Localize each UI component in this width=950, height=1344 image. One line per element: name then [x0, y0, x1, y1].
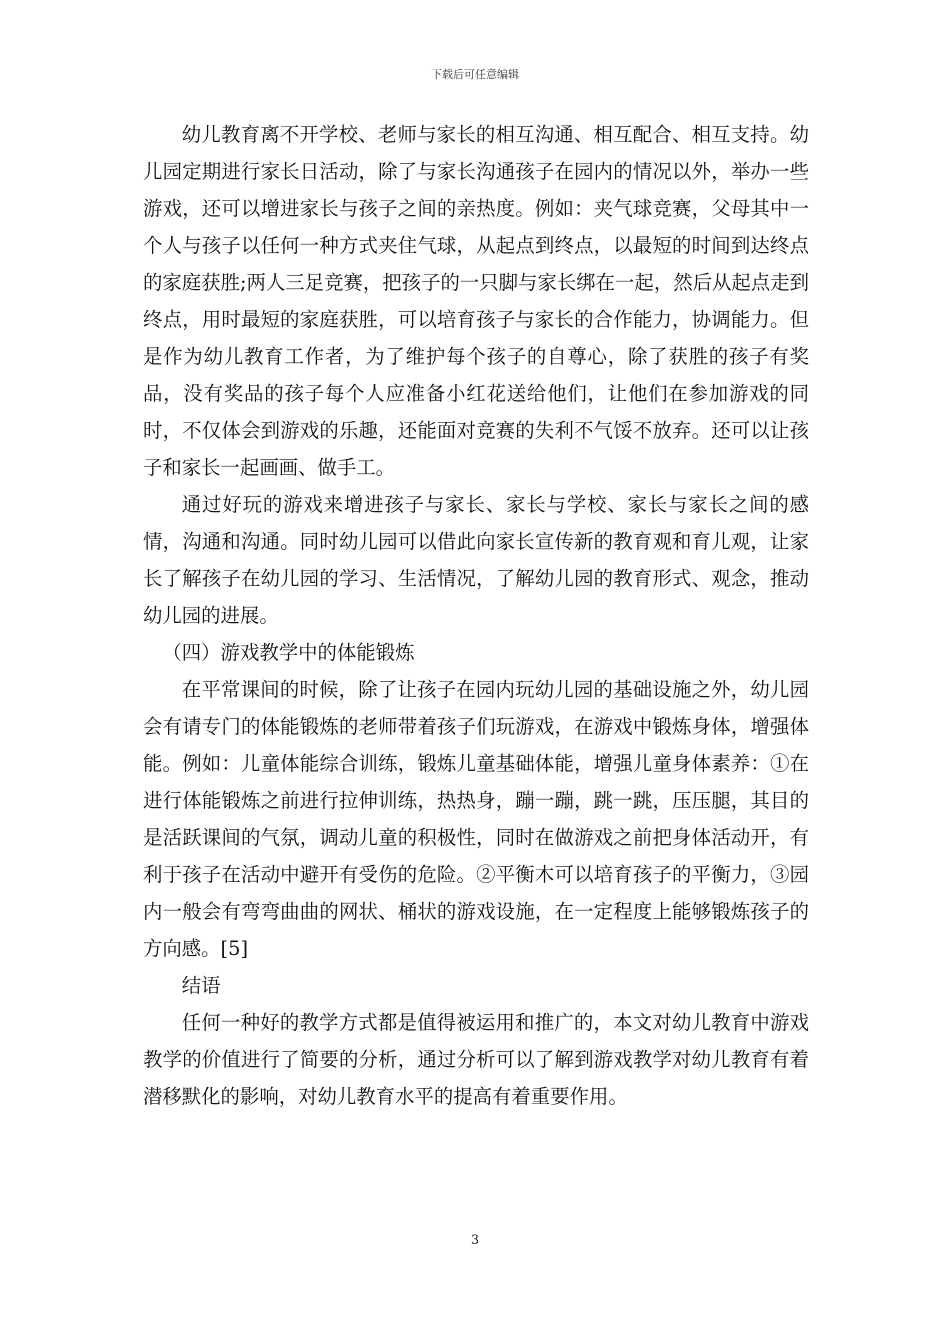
section-heading-conclusion: 结语	[181, 974, 221, 997]
paragraph-parent-cooperation: 幼儿教育离不开学校、老师与家长的相互沟通、相互配合、相互支持。幼儿园定期进行家长日活动，除了与家长沟通孩子在园内的情况以外，举办一些游戏，还可以增进家长与孩子之间的亲热度。例如：夹气球竞赛，父母其中一个人与孩子以任何一种方式夹住气球，从起点到终点，以最短的时间到达终点的家庭获胜;两人三足竞赛，把孩子的一只脚与家长绑在一起，然后从起点走到终点，用时最短的家庭获胜，可以培育孩子与家长的合作能力，协调能力。但是作为幼儿教育工作者，为了维护每个孩子的自尊心，除了获胜的孩子有奖品，没有奖品的孩子每个人应准备小红花送给他们，让他们在参加游戏的同时，不仅体会到游戏的乐趣，还能面对竞赛的失利不气馁不放弃。还可以让孩子和家长一起画画、做手工。	[143, 123, 809, 479]
document-body	[143, 116, 809, 1115]
page-number: 3	[470, 1233, 480, 1248]
section-heading-physical-training: （四）游戏教学中的体能锻炼	[162, 641, 415, 664]
paragraph-physical-training: 在平常课间的时候，除了让孩子在园内玩幼儿园的基础设施之外，幼儿园会有请专门的体能锻炼的老师带着孩子们玩游戏，在游戏中锻炼身体，增强体能。例如：儿童体能综合训练，锻炼儿童基础体能，增强儿童身体素养：①在进行体能锻炼之前进行拉伸训练，热热身，蹦一蹦，跳一跳，压压腿，其目的是活跃课间的气氛，调动儿童的积极性，同时在做游戏之前把身体活动开，有利于孩子在活动中避开有受伤的危险。②平衡木可以培育孩子的平衡力，③园内一般会有弯弯曲曲的网状、桶状的游戏设施，在一定程度上能够锻炼孩子的方向感。[5]	[143, 678, 809, 960]
page-header: 下载后可任意编辑	[431, 68, 519, 81]
paragraph-conclusion: 任何一种好的教学方式都是值得被运用和推广的，本文对幼儿教育中游戏教学的价值进行了简要的分析，通过分析可以了解到游戏教学对幼儿教育有着潜移默化的影响，对幼儿教育水平的提高有着重要作用。	[143, 1011, 809, 1108]
paragraph-family-communication: 通过好玩的游戏来增进孩子与家长、家长与学校、家长与家长之间的感情，沟通和沟通。同时幼儿园可以借此向家长宣传新的教育观和育儿观，让家长了解孩子在幼儿园的学习、生活情况，了解幼儿园的教育形式、观念，推动幼儿园的进展。	[143, 493, 809, 627]
